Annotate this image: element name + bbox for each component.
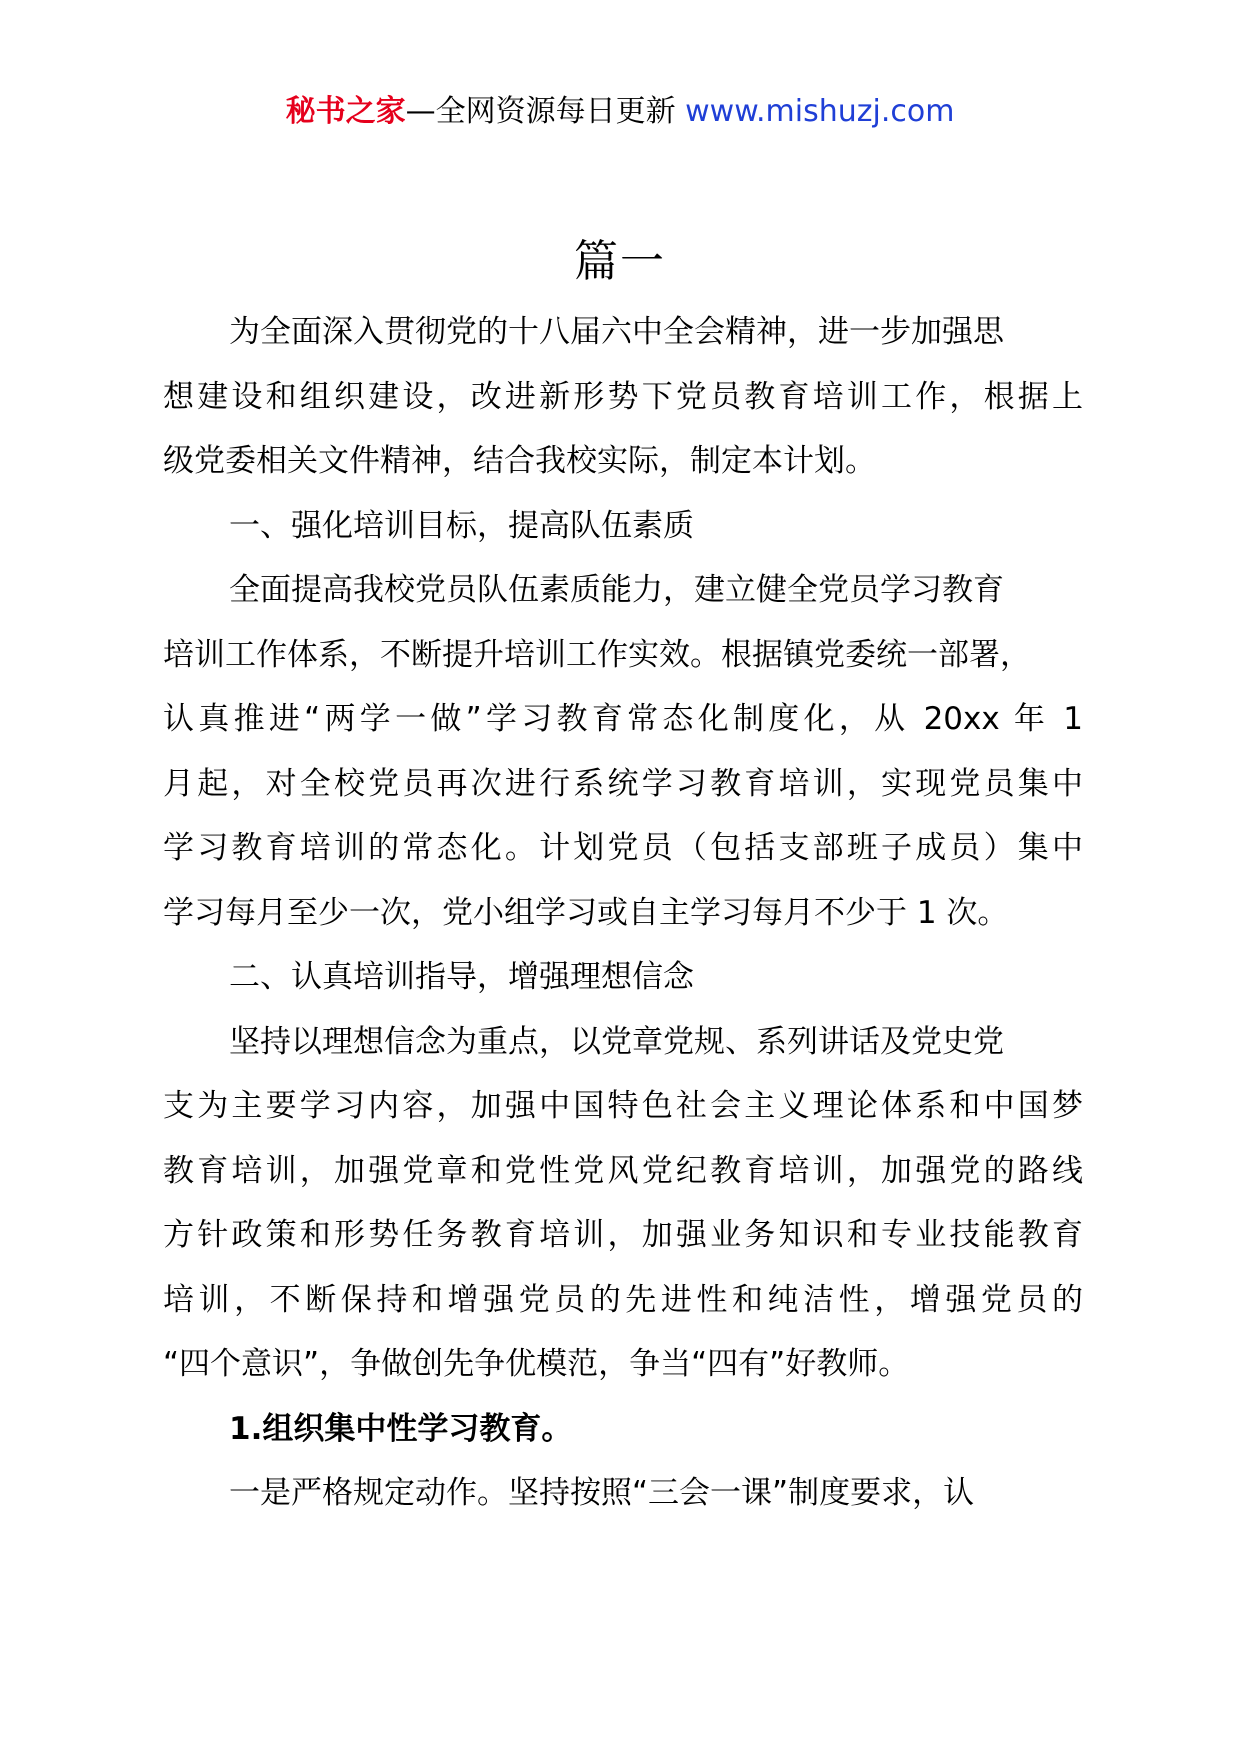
paragraph-line: 一是严格规定动作。坚持按照“三会一课”制度要求，认 (229, 1475, 975, 1511)
paragraph-line: “四个意识”，争做创先争优模范，争当“四有”好教师。 (163, 1346, 910, 1382)
paragraph-line: 学习每月至少一次，党小组学习或自主学习每月不少于 1 次。 (163, 894, 1009, 931)
paragraph-line: 月起，对全校党员再次进行系统学习教育培训，实现党员集中 (163, 765, 1083, 802)
site-name: 秘书之家 (285, 94, 406, 129)
paragraph-line: 方针政策和形势任务教育培训，加强业务知识和专业技能教育 (163, 1217, 1083, 1253)
paragraph-line: 支为主要学习内容，加强中国特色社会主义理论体系和中国梦 (163, 1088, 1083, 1124)
paragraph-line: 培训，不断保持和增强党员的先进性和纯洁性，增强党员的 (163, 1281, 1083, 1318)
site-header (0, 92, 1240, 132)
section-heading: 一、强化培训目标，提高队伍素质 (229, 507, 694, 544)
site-url-link[interactable]: www.mishuzj.com (685, 94, 955, 129)
paragraph-line: 全面提高我校党员队伍素质能力，建立健全党员学习教育 (229, 572, 1004, 608)
paragraph-line: 级党委相关文件精神，结合我校实际，制定本计划。 (163, 443, 876, 479)
document-body (163, 300, 1083, 1526)
section-heading: 二、认真培训指导，增强理想信念 (229, 959, 694, 995)
paragraph-line: 为全面深入贯彻党的十八届六中全会精神，进一步加强思 (229, 314, 1004, 350)
paragraph-line: 坚持以理想信念为重点，以党章党规、系列讲话及党史党 (229, 1023, 1004, 1060)
paragraph-line: 学习教育培训的常态化。计划党员（包括支部班子成员）集中 (163, 830, 1083, 866)
subsection-heading: 1.组织集中性学习教育。 (229, 1410, 573, 1447)
paragraph-line: 教育培训，加强党章和党性党风党纪教育培训，加强党的路线 (163, 1152, 1083, 1189)
paragraph-line: 认真推进“两学一做”学习教育常态化制度化，从 20xx 年 1 (163, 701, 1083, 737)
paragraph-line: 培训工作体系，不断提升培训工作实效。根据镇党委统一部署， (163, 636, 1031, 673)
document-title: 篇一 (574, 236, 666, 287)
site-tagline: —全网资源每日更新 (405, 94, 686, 129)
paragraph-line: 想建设和组织建设，改进新形势下党员教育培训工作，根据上 (163, 378, 1083, 415)
